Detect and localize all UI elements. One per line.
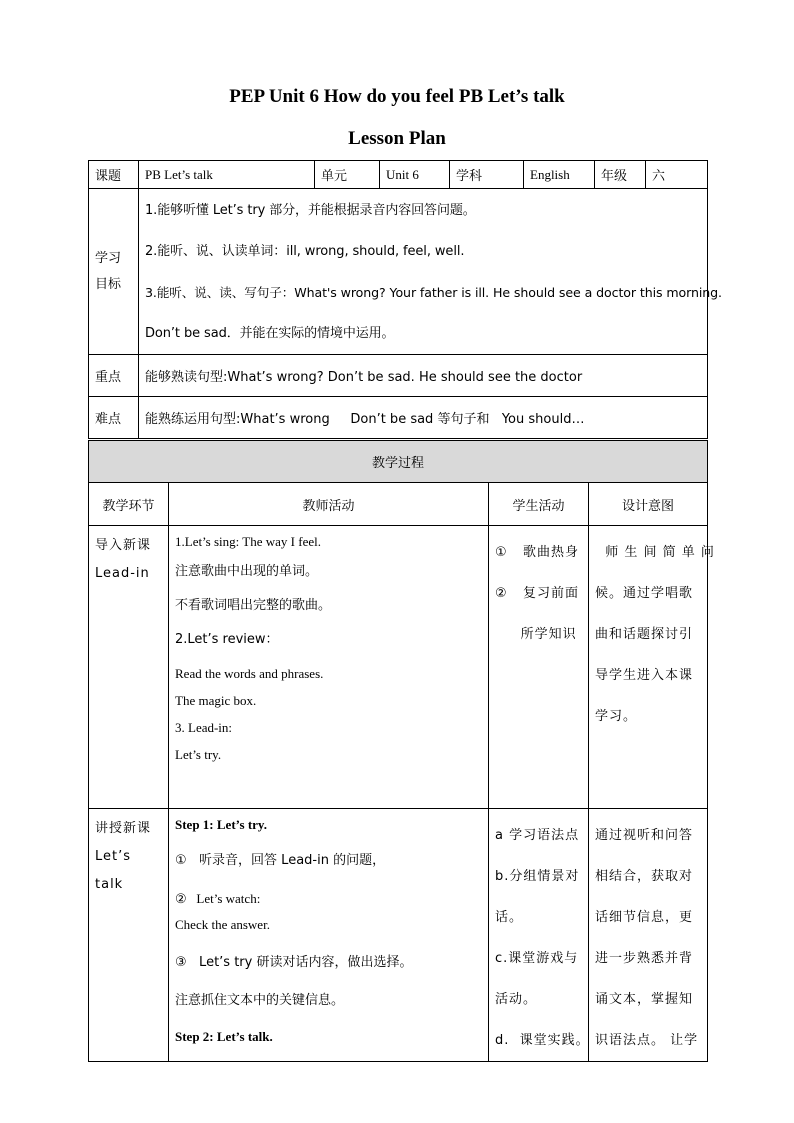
teacher-line: Step 1: Let’s try. [175, 817, 267, 832]
difficulty-value: 能熟练运用句型:What’s wrong Don’t be sad 等句子和 You should… [139, 397, 708, 439]
objective-item: 3.能听、说、读、写句子：What's wrong? Your father is ill. He should see a doctor this morning. [145, 284, 722, 300]
column-header-intent: 设计意图 [589, 483, 708, 526]
objective-item: 1.能够听懂 Let’s try 部分，并能根据录音内容回答问题。 [145, 202, 476, 218]
intent-line: 候。通过学唱歌 [595, 586, 694, 601]
teacher-activity-cell [169, 809, 489, 1062]
process-header: 教学过程 [89, 441, 708, 483]
objective-item: 2.能听、说、认读单词：ill, wrong, should, feel, well. [145, 243, 465, 259]
intent-line: 诵文本，掌握知 [595, 992, 694, 1007]
grade-value: 六 [646, 161, 708, 189]
teacher-line: Step 2: Let’s talk. [175, 1029, 273, 1044]
table-row [89, 526, 708, 809]
intent-line: 通过视听和问答 [595, 828, 694, 843]
stage-line: 讲授新课 [95, 821, 152, 836]
intent-line: 师 生 间 简 单 问 [595, 545, 715, 560]
intent-line: 相结合，获取对 [595, 869, 694, 884]
intent-line: 学习。 [595, 709, 638, 724]
teacher-line: 不看歌词唱出完整的歌曲。 [175, 598, 332, 613]
teacher-line: The magic box. [175, 693, 257, 708]
intent-line: 进一步熟悉并背 [595, 951, 694, 966]
subject-label: 学科 [450, 161, 524, 189]
student-line: 话。 [495, 910, 524, 925]
document-subtitle: Lesson Plan [348, 128, 446, 149]
intent-cell [589, 809, 708, 1062]
student-line: ① 歌曲热身 [495, 545, 580, 560]
objectives-label-line: 学习 [95, 250, 122, 266]
objectives-label-line: 目标 [95, 276, 122, 292]
objectives-label [89, 189, 139, 355]
student-line: d. 课堂实践。 [495, 1033, 590, 1048]
stage-cell [89, 526, 169, 809]
subject-value: English [524, 161, 595, 189]
grade-label: 年级 [595, 161, 646, 189]
student-line: c.课堂游戏与 [495, 951, 579, 966]
keypoint-label: 重点 [89, 355, 139, 397]
teacher-line: ② Let’s watch: [175, 891, 261, 906]
intent-cell [589, 526, 715, 809]
stage-cell [89, 809, 169, 1062]
teacher-line: Check the answer. [175, 917, 270, 932]
teacher-line: 2.Let’s review： [175, 632, 279, 647]
student-line: 所学知识 [495, 627, 577, 642]
unit-value: Unit 6 [380, 161, 450, 189]
intent-line: 曲和话题探讨引 [595, 627, 694, 642]
student-activity-cell [489, 526, 589, 809]
teacher-line: ③ Let’s try 研读对话内容，做出选择。 [175, 955, 413, 970]
student-line: b.分组情景对 [495, 869, 580, 884]
keypoint-value: 能够熟读句型:What’s wrong? Don’t be sad. He should see the doctor [139, 355, 708, 397]
intent-line: 识语法点。 让学 [595, 1033, 699, 1048]
teacher-line: 1.Let’s sing: The way I feel. [175, 534, 321, 549]
student-line: ② 复习前面 [495, 586, 580, 601]
column-header-student: 学生活动 [489, 483, 589, 526]
student-activity-cell [489, 809, 589, 1062]
document-title: PEP Unit 6 How do you feel PB Let’s talk [229, 86, 565, 107]
column-header-teacher: 教师活动 [169, 483, 489, 526]
teacher-line: ① 听录音，回答 Lead-in 的问题， [175, 853, 386, 868]
student-line: a 学习语法点 [495, 828, 580, 843]
info-table [88, 160, 722, 439]
intent-line: 话细节信息，更 [595, 910, 694, 925]
stage-line: Lead-in [95, 566, 150, 581]
teacher-line: Read the words and phrases. [175, 666, 324, 681]
difficulty-label: 难点 [89, 397, 139, 439]
objective-item: Don’t be sad．并能在实际的情境中运用。 [145, 325, 395, 341]
column-header-stage: 教学环节 [89, 483, 169, 526]
table-row [89, 809, 708, 1062]
topic-value: PB Let’s talk [139, 161, 315, 189]
teacher-line: 注意歌曲中出现的单词。 [175, 564, 319, 579]
teacher-activity-cell [169, 526, 489, 809]
process-table [88, 440, 715, 1062]
unit-label: 单元 [315, 161, 380, 189]
stage-line: 导入新课 [95, 538, 152, 553]
student-line: 活动。 [495, 992, 538, 1007]
teacher-line: Let’s try. [175, 747, 222, 762]
teacher-line: 注意抓住文本中的关键信息。 [175, 993, 345, 1008]
teacher-line: 3. Lead-in: [175, 720, 233, 735]
topic-label: 课题 [89, 161, 139, 189]
objectives-cell [139, 189, 722, 355]
stage-line: Let’s talk [95, 849, 132, 892]
intent-line: 导学生进入本课 [595, 668, 694, 683]
